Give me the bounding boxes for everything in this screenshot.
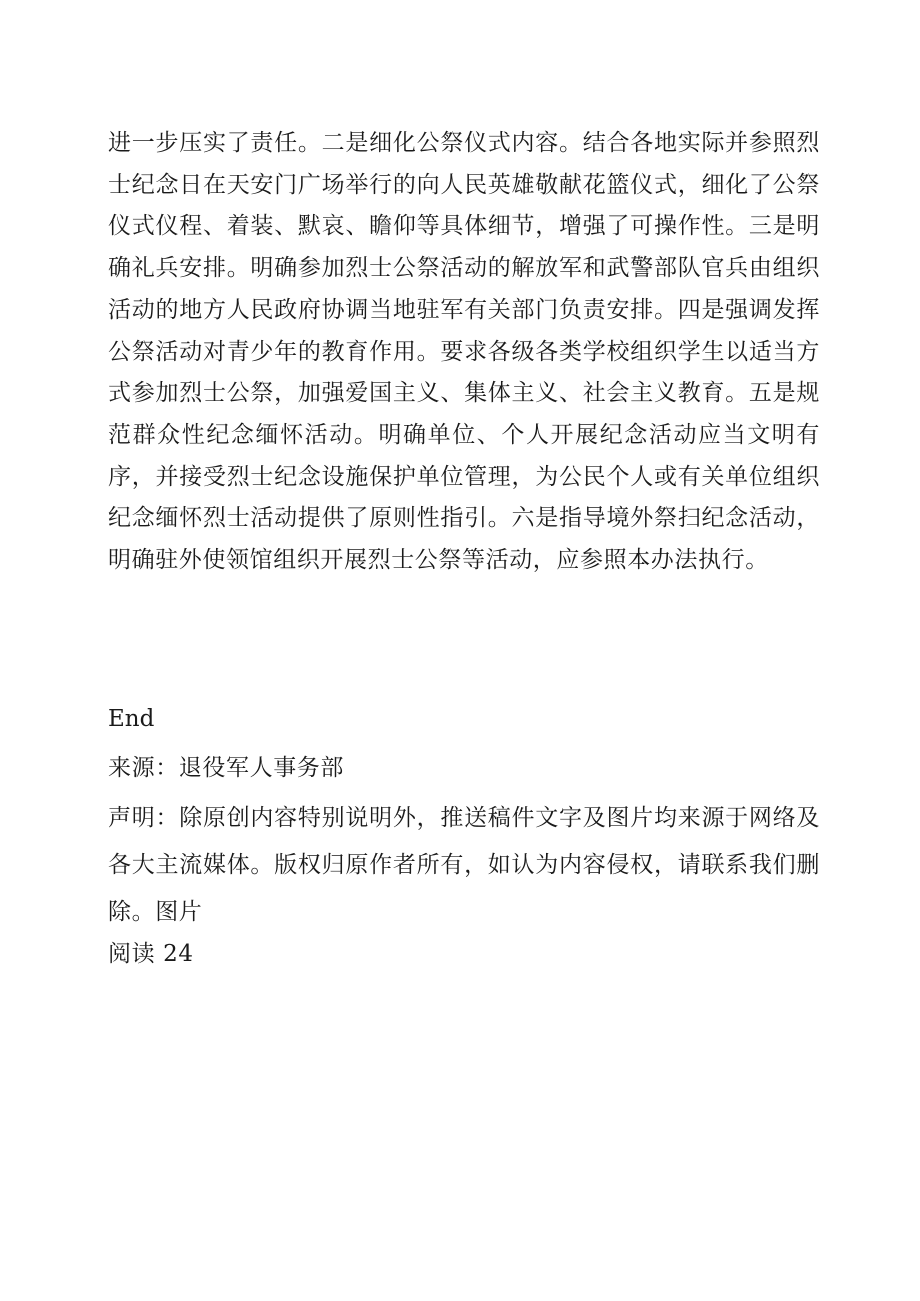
source-line: 来源：退役军人事务部: [108, 755, 344, 781]
article-body-paragraph: 进一步压实了责任。二是细化公祭仪式内容。结合各地实际并参照烈士纪念日在天安门广场举行的向人民英雄敬献花篮仪式，细化了公祭仪式仪程、着装、默哀、瞻仰等具体细节，增强了可操作性。三是明确礼兵安排。明确参加烈士公祭活动的解放军和武警部队官兵由组织活动的地方人民政府协调当地驻军有关部门负责安排。四是强调发挥公祭活动对青少年的教育作用。要求各级各类学校组织学生以适当方式参加烈士公祭，加强爱国主义、集体主义、社会主义教育。五是规范群众性纪念缅怀活动。明确单位、个人开展纪念活动应当文明有序，并接受烈士纪念设施保护单位管理，为公民个人或有关单位组织纪念缅怀烈士活动提供了原则性指引。六是指导境外祭扫纪念活动，明确驻外使领馆组织开展烈士公祭等活动，应参照本办法执行。: [108, 130, 820, 574]
end-marker: End: [108, 706, 155, 732]
disclaimer-paragraph: 声明：除原创内容特别说明外，推送稿件文字及图片均来源于网络及各大主流媒体。版权归原作者所有，如认为内容侵权，请联系我们删除。图片: [108, 805, 820, 925]
read-count: 阅读 24: [108, 941, 194, 967]
